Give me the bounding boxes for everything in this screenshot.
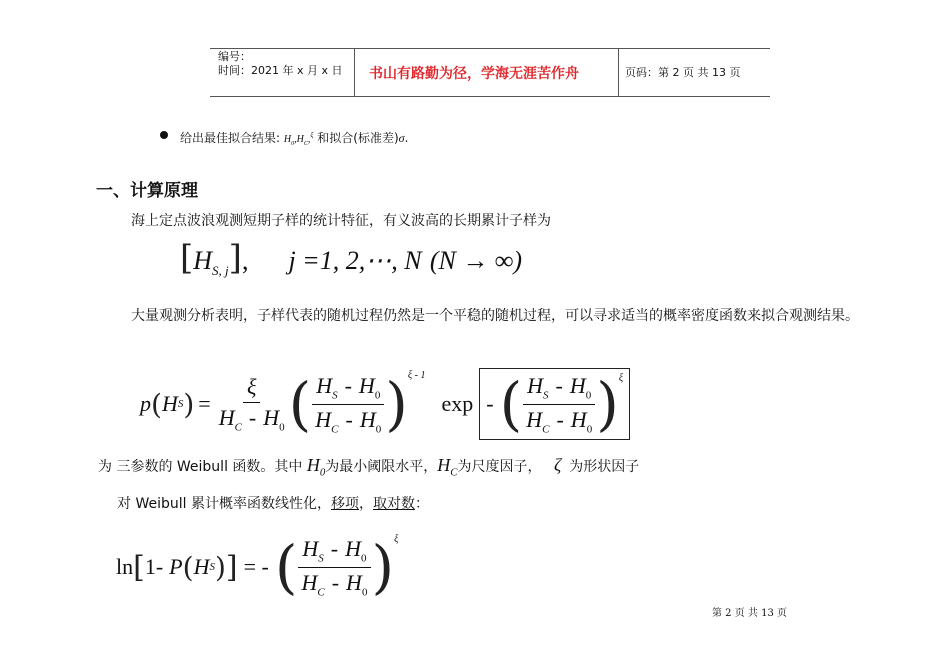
bullet-param-xi: ξ: [310, 131, 314, 139]
param-hc: $H_C$: [437, 455, 458, 479]
header-divider-1: [354, 48, 355, 96]
underlined-logarithm: 取对数: [372, 496, 415, 512]
bullet-dot: [160, 131, 168, 139]
paragraph-2: 大量观测分析表明，子样代表的随机过程仍然是一个平稳的随机过程，可以寻求适当的概率密度函数来拟合观测结果。: [131, 308, 859, 324]
equation-3-fraction: $\frac{H_S - H_0}{H_C - H_0}$: [297, 536, 371, 598]
paragraph-4: 对 Weibull 累计概率函数线性化，移项，取对数：: [117, 496, 429, 512]
bullet-sigma: σ: [398, 131, 405, 145]
bullet-param-hc: $H_C$: [296, 134, 308, 147]
bullet-line: 给出最佳拟合结果: $H_0,H_C,^\xi$ 和拟合(标准差)σ.: [180, 131, 409, 147]
equation-1: $[H_{S, j}]$, j =1, 2,⋯, N (N → ∞): [180, 238, 523, 279]
footer-page-number: 第 2 页 共 13 页: [712, 608, 787, 619]
page-label: 页码：第 2 页 共 13 页: [625, 66, 741, 79]
equation-2-exp-bracket: - ( $\frac{H_S - H_0}{H_C - H_0}$ ) $^\xi$: [479, 368, 630, 440]
equation-2: p ( H S ) = $\frac{\xi}{H_C - H_0}$ ( $\frac{H_S - H_0}{H_C - H_0}$ ) $^{\xi - 1}$ exp - ( $\frac{H_S - H_0}{H_C - H_0}$ ) $^\xi$: [140, 368, 630, 440]
param-zeta: ζ: [553, 455, 562, 475]
bullet-suffix: 和拟合(标准差): [317, 131, 399, 145]
doc-number-label: 编号：: [218, 50, 251, 63]
equation-1-index: j =1, 2,⋯, N: [288, 246, 422, 275]
paragraph-3: 为 三参数的 Weibull 函数。其中 $H_0$为最小阈限水平，$H_C$为尺度因子， ζ 为形状因子: [98, 455, 640, 479]
equation-1-limit: (N → ∞): [429, 246, 523, 275]
param-h0: $H_0$: [306, 455, 326, 479]
header-top-rule: [210, 48, 770, 49]
paragraph-1: 海上定点波浪观测短期子样的统计特征，有义波高的长期累计子样为: [131, 213, 551, 229]
underlined-rearrange: 移项: [330, 496, 359, 512]
header-bottom-rule: [210, 96, 770, 97]
section-title: 一、计算原理: [96, 181, 198, 201]
bullet-param-h0: $H_0$: [283, 134, 295, 147]
header-divider-2: [618, 48, 619, 96]
time-label: 时间：2021 年 x 月 x 日: [218, 64, 343, 77]
equation-3: ln [ 1- P ( H S ) ] = - ( $\frac{H_S - H_0}{H_C - H_0}$ ) $^\xi$: [116, 533, 399, 601]
equation-2-leading-fraction: $\frac{\xi}{H_C - H_0}$: [218, 374, 285, 434]
equation-2-inner-fraction: $\frac{H_S - H_0}{H_C - H_0}$: [311, 373, 385, 435]
bullet-prefix: 给出最佳拟合结果:: [180, 131, 281, 145]
header-motto: 书山有路勤为径，学海无涯苦作舟: [369, 66, 579, 82]
